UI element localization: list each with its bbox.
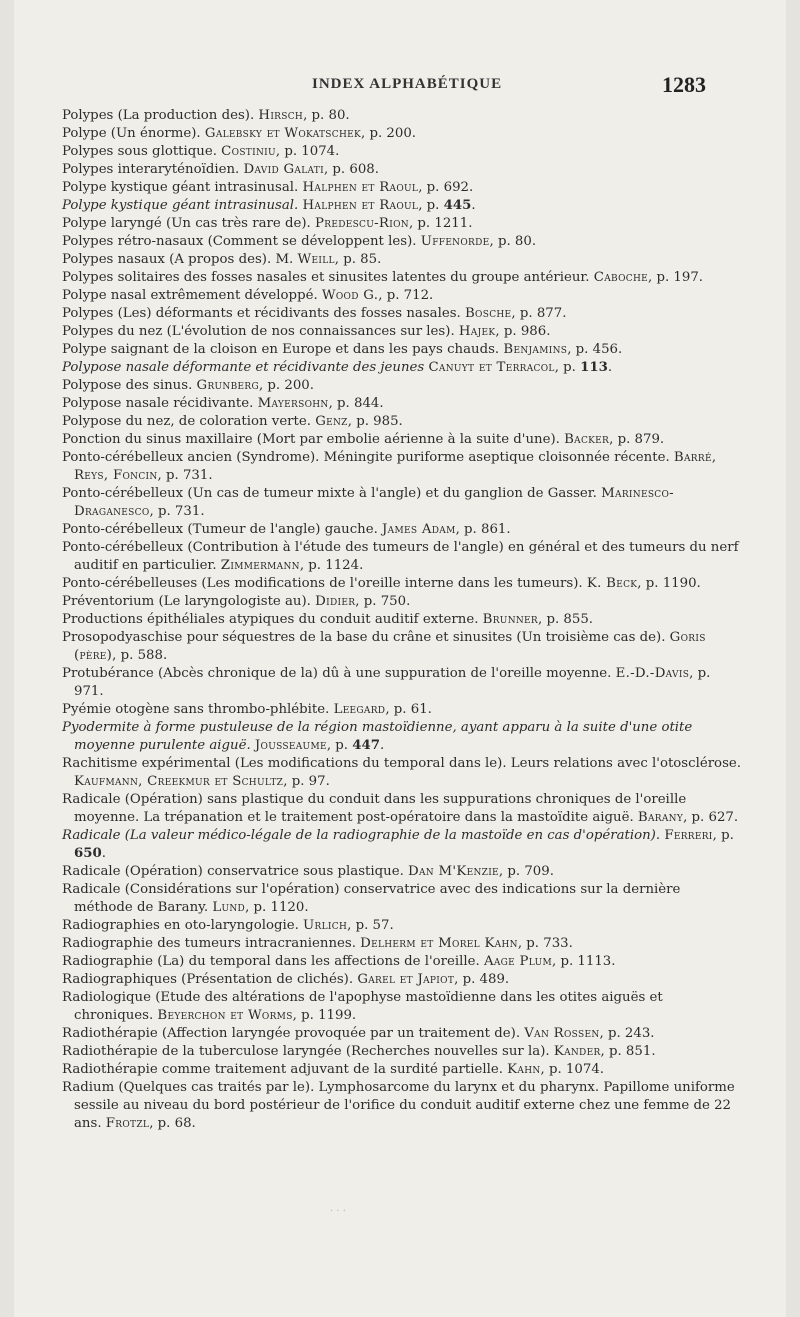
entry-authors: Predescu-Rion	[315, 216, 409, 231]
entry-subject: Polype kystique géant intrasinusal.	[62, 198, 303, 213]
entry-page-prefix: , p. 851.	[600, 1044, 656, 1059]
entry-authors: Uffenorde	[420, 234, 490, 249]
entry-subject: Prosopodyaschise pour séquestres de la base du crâne et sinusites (Un troisième cas de).	[62, 630, 670, 645]
index-entry	[62, 233, 742, 251]
entry-page-prefix: , p. 731.	[149, 504, 205, 519]
entry-subject: Radicale (Opération) conservatrice sous plastique.	[62, 864, 409, 879]
entry-authors: Jousseaume	[254, 738, 327, 753]
entry-page-prefix: , p. 61.	[385, 702, 432, 717]
entry-page-prefix: , p. 1190.	[637, 576, 701, 591]
entry-subject: Radiothérapie (Affection laryngée provoquée par un traitement de).	[62, 1026, 525, 1041]
entry-subject: Polypose du nez, de coloration verte.	[62, 414, 316, 429]
entry-authors: Goris (père)	[74, 630, 706, 663]
entry-terminator: .	[471, 198, 476, 213]
entry-subject: Pyodermite à forme pustuleuse de la région mastoïdienne, ayant apparu à la suite d'une otite moyenne purulente aiguë.	[62, 720, 693, 753]
entry-subject: Protubérance (Abcès chronique de la) dû à une suppuration de l'oreille moyenne.	[62, 666, 616, 681]
index-entry	[62, 197, 742, 215]
entry-page-ref: 650	[74, 846, 102, 861]
entry-subject: Polype (Un énorme).	[62, 126, 205, 141]
index-entry	[62, 269, 742, 287]
index-entry	[62, 215, 742, 233]
entry-authors: Wood G.	[321, 288, 379, 303]
index-entry	[62, 863, 742, 881]
index-entry	[62, 881, 742, 917]
entry-subject: Radiologique (Etude des altérations de l'apophyse mastoïdienne dans les otites aiguës et chroniques.	[62, 990, 663, 1023]
entry-subject: Polypes (Les) déformants et récidivants des fosses nasales.	[62, 306, 465, 321]
index-entry	[62, 989, 742, 1025]
entry-authors: Canuyt et Terracol	[428, 360, 555, 375]
entry-subject: Polype laryngé (Un cas très rare de).	[62, 216, 315, 231]
index-entry	[62, 359, 742, 377]
entry-authors: Leegard	[333, 702, 386, 717]
entry-page-prefix: , p. 877.	[511, 306, 567, 321]
index-entry	[62, 287, 742, 305]
index-entry	[62, 323, 742, 341]
index-entry	[62, 755, 742, 791]
entry-authors: Hirsch	[258, 108, 304, 123]
entry-page-prefix: , p. 200.	[361, 126, 417, 141]
entry-page-prefix: , p. 985.	[347, 414, 403, 429]
index-entry	[62, 665, 742, 701]
entry-page-prefix: , p. 1113.	[552, 954, 616, 969]
entry-subject: Polype saignant de la cloison en Europe et dans les pays chauds.	[62, 342, 504, 357]
index-entry	[62, 719, 742, 755]
entry-subject: Radium (Quelques cas traités par le). Lymphosarcome du larynx et du pharynx. Papillome uniforme sessile au niveau du bord postérieur de l'orifice du conduit auditif externe chez une femme de 22 ans.	[62, 1080, 735, 1131]
index-entry	[62, 395, 742, 413]
index-entry	[62, 827, 742, 863]
index-entry	[62, 179, 742, 197]
entry-page-prefix: , p. 844.	[328, 396, 384, 411]
entry-authors: Brunner	[482, 612, 538, 627]
index-entry	[62, 629, 742, 665]
entry-subject: Préventorium (Le laryngologiste au).	[62, 594, 316, 609]
entry-subject: Polypes rétro-nasaux (Comment se développent les).	[62, 234, 421, 249]
index-entry	[62, 971, 742, 989]
entry-subject: Ponction du sinus maxillaire (Mort par embolie aérienne à la suite d'une).	[62, 432, 565, 447]
entry-page-prefix: , p. 588.	[112, 648, 168, 663]
entry-authors: Grunberg	[196, 378, 259, 393]
entry-page-prefix: , p. 456.	[567, 342, 623, 357]
entry-page-prefix: , p. 1199.	[292, 1008, 357, 1023]
entry-page-prefix: , p. 200.	[258, 378, 314, 393]
index-entry	[62, 107, 742, 125]
entry-subject: Radicale (Considérations sur l'opération) conservatrice avec des indications sur la dernière méthode de Barany.	[62, 882, 681, 915]
index-entry	[62, 917, 742, 935]
document-page	[14, 0, 786, 1317]
running-title: INDEX ALPHABÉTIQUE	[312, 76, 503, 92]
entry-subject: Productions épithéliales atypiques du conduit auditif externe.	[62, 612, 483, 627]
entry-authors: Bosche	[464, 306, 512, 321]
index-entry	[62, 935, 742, 953]
entry-page-prefix: , p. 57.	[347, 918, 394, 933]
index-entry	[62, 377, 742, 395]
entry-authors: Zimmermann	[220, 558, 300, 573]
entry-subject: Radiographie des tumeurs intracraniennes.	[62, 936, 361, 951]
entry-authors: Hajek	[458, 324, 496, 339]
index-entry	[62, 143, 742, 161]
entry-page-prefix: , p. 85.	[334, 252, 382, 267]
entry-page-prefix: , p. 1120.	[245, 900, 309, 915]
entry-page-prefix: , p. 1074.	[275, 144, 340, 159]
index-entry	[62, 431, 742, 449]
entry-authors: Urlich	[303, 918, 348, 933]
entry-authors: Caboche	[593, 270, 648, 285]
entry-subject: Ponto-cérébelleux (Tumeur de l'angle) gauche.	[62, 522, 383, 537]
entry-authors: E.-D.-Davis	[615, 666, 690, 681]
entry-authors: Didier	[315, 594, 356, 609]
entry-authors: David Galati	[243, 162, 324, 177]
entry-authors: Frotzl	[105, 1116, 150, 1131]
entry-subject: Polypose des sinus.	[62, 378, 197, 393]
entry-authors: Mayersohn	[257, 396, 329, 411]
index-entry	[62, 1025, 742, 1043]
entry-authors: K. Beck	[586, 576, 638, 591]
entry-authors: Kahn	[507, 1062, 541, 1077]
entry-page-prefix: , p. 627.	[683, 810, 739, 825]
index-entry	[62, 305, 742, 323]
entry-authors: Lund	[212, 900, 246, 915]
entry-page-prefix: , p. 80.	[303, 108, 350, 123]
entry-page-prefix: , p.	[554, 360, 581, 375]
entry-subject: Radiothérapie comme traitement adjuvant de la surdité partielle.	[62, 1062, 508, 1077]
entry-subject: Radicale (La valeur médico-légale de la radiographie de la mastoïde en cas d'opération).	[62, 828, 665, 843]
index-entry	[62, 251, 742, 269]
entry-subject: Ponto-cérébelleux ancien (Syndrome). Méningite puriforme aseptique cloisonnée récente.	[62, 450, 674, 465]
index-entry	[62, 701, 742, 719]
entry-subject: Polype kystique géant intrasinusal.	[62, 180, 303, 195]
index-entry	[62, 449, 742, 485]
entry-authors: Costiniu	[221, 144, 276, 159]
entry-authors: Kaufmann, Creekmur et Schultz	[74, 774, 284, 789]
entry-authors: Galebsky et Wokatschek	[204, 126, 361, 141]
entry-subject: Radiographies en oto-laryngologie.	[62, 918, 304, 933]
entry-authors: Delherm et Morel Kahn	[360, 936, 518, 951]
entry-page-prefix: , p.	[418, 198, 444, 213]
page-number: 1283	[662, 72, 706, 97]
entry-subject: Polypes du nez (L'évolution de nos connaissances sur les).	[62, 324, 459, 339]
entry-terminator: .	[380, 738, 385, 753]
entry-authors: Backer	[564, 432, 610, 447]
index-entry	[62, 161, 742, 179]
entry-page-prefix: , p.	[326, 738, 353, 753]
page-header	[14, 74, 786, 98]
entry-subject: Radiographiques (Présentation de clichés).	[62, 972, 358, 987]
index-entry	[62, 539, 742, 575]
entry-subject: Polypes sous glottique.	[62, 144, 222, 159]
index-entry	[62, 485, 742, 521]
entry-subject: Radiographie (La) du temporal dans les affections de l'oreille.	[62, 954, 484, 969]
entry-page-prefix: , p. 861.	[455, 522, 511, 537]
entry-authors: Van Rossen	[524, 1026, 600, 1041]
entry-subject: Polypes interaryténoïdien.	[62, 162, 244, 177]
entry-subject: Radiothérapie de la tuberculose laryngée (Recherches nouvelles sur la).	[62, 1044, 554, 1059]
entry-page-prefix: , p. 733.	[517, 936, 573, 951]
scan-artifact: · · ·	[330, 1206, 346, 1217]
entry-subject: Polypes (La production des).	[62, 108, 259, 123]
index-entry	[62, 791, 742, 827]
entry-authors: Barany	[637, 810, 684, 825]
entry-terminator: .	[101, 846, 106, 861]
index-entry	[62, 575, 742, 593]
entry-authors: Kander	[553, 1044, 601, 1059]
entry-page-prefix: , p. 750.	[355, 594, 411, 609]
index-entry	[62, 413, 742, 431]
entry-authors: James Adam	[382, 522, 456, 537]
entry-page-prefix: , p. 197.	[647, 270, 704, 285]
index-entry	[62, 1043, 742, 1061]
entry-authors: Halphen et Raoul	[302, 198, 419, 213]
index-entry	[62, 1079, 742, 1133]
entry-authors: Ferreri	[664, 828, 713, 843]
entry-page-prefix: , p. 608.	[323, 162, 379, 177]
entry-page-prefix: , p. 1124.	[299, 558, 364, 573]
entry-page-prefix: , p. 971.	[74, 666, 711, 699]
entry-page-prefix: , p. 68.	[149, 1116, 196, 1131]
entry-authors: Dan M'Kenzie	[408, 864, 499, 879]
entry-page-ref: 445	[443, 198, 472, 213]
entry-page-prefix: , p. 692.	[418, 180, 474, 195]
entry-authors: Genz	[315, 414, 348, 429]
entry-page-prefix: , p. 879.	[609, 432, 665, 447]
entry-page-prefix: , p. 1074.	[540, 1062, 605, 1077]
index-entry	[62, 521, 742, 539]
entry-subject: Polypose nasale récidivante.	[62, 396, 258, 411]
entry-page-ref: 113	[580, 360, 608, 375]
entry-subject: Radicale (Opération) sans plastique du conduit dans les suppurations chroniques de l'oreille moyenne. La trépanation et le traitement post-opératoire dans la mastoïdite aiguë.	[62, 792, 687, 825]
entry-authors: Barré, Reys, Foncin	[74, 450, 717, 483]
entry-page-prefix: , p. 709.	[498, 864, 554, 879]
entry-authors: Garel et Japiot	[357, 972, 455, 987]
entry-page-ref: 447	[352, 738, 381, 753]
entry-page-prefix: , p. 97.	[283, 774, 330, 789]
entry-page-prefix: , p. 731.	[157, 468, 213, 483]
entry-subject: Ponto-cérébelleux (Contribution à l'étude des tumeurs de l'angle) en général et des tumeurs du nerf auditif en particulier.	[62, 540, 739, 573]
index-entry	[62, 341, 742, 359]
entry-subject: Polype nasal extrêmement développé.	[62, 288, 322, 303]
entry-authors: Aage Plum	[483, 954, 552, 969]
entry-authors: Marinesco-Draganesco	[74, 486, 674, 519]
entry-page-prefix: , p. 80.	[489, 234, 537, 249]
entry-page-prefix: , p. 489.	[454, 972, 510, 987]
entry-authors: Halphen et Raoul	[302, 180, 419, 195]
entry-subject: Pyémie otogène sans thrombo-phlébite.	[62, 702, 334, 717]
entry-page-prefix: , p. 855.	[538, 612, 594, 627]
entry-authors: Weill	[297, 252, 335, 267]
entry-terminator: .	[607, 360, 613, 375]
entry-subject: Polypes solitaires des fosses nasales et sinusites latentes du groupe antérieur.	[62, 270, 594, 285]
entry-page-prefix: , p. 712.	[378, 288, 434, 303]
entry-subject: Polypes nasaux (A propos des). M.	[62, 252, 298, 267]
index-entry	[62, 953, 742, 971]
entry-subject: Ponto-cérébelleuses (Les modifications de l'oreille interne dans les tumeurs).	[62, 576, 587, 591]
index-entry	[62, 1061, 742, 1079]
entry-page-prefix: , p. 1211.	[408, 216, 473, 231]
entry-subject: Rachitisme expérimental (Les modifications du temporal dans le). Leurs relations avec l'otosclérose.	[62, 756, 741, 771]
entry-subject: Polypose nasale déformante et récidivante des jeunes	[62, 360, 429, 375]
entry-page-prefix: , p.	[712, 828, 734, 843]
entry-page-prefix: , p. 243.	[599, 1026, 655, 1041]
index-entry	[62, 593, 742, 611]
entry-authors: Beyerchon et Worms	[157, 1008, 293, 1023]
entry-subject: Ponto-cérébelleux (Un cas de tumeur mixte à l'angle) et du ganglion de Gasser.	[62, 486, 602, 501]
entry-authors: Benjamins	[503, 342, 568, 357]
index-entry	[62, 611, 742, 629]
index-entry	[62, 125, 742, 143]
entry-page-prefix: , p. 986.	[495, 324, 551, 339]
index-entry-list	[62, 107, 742, 1133]
